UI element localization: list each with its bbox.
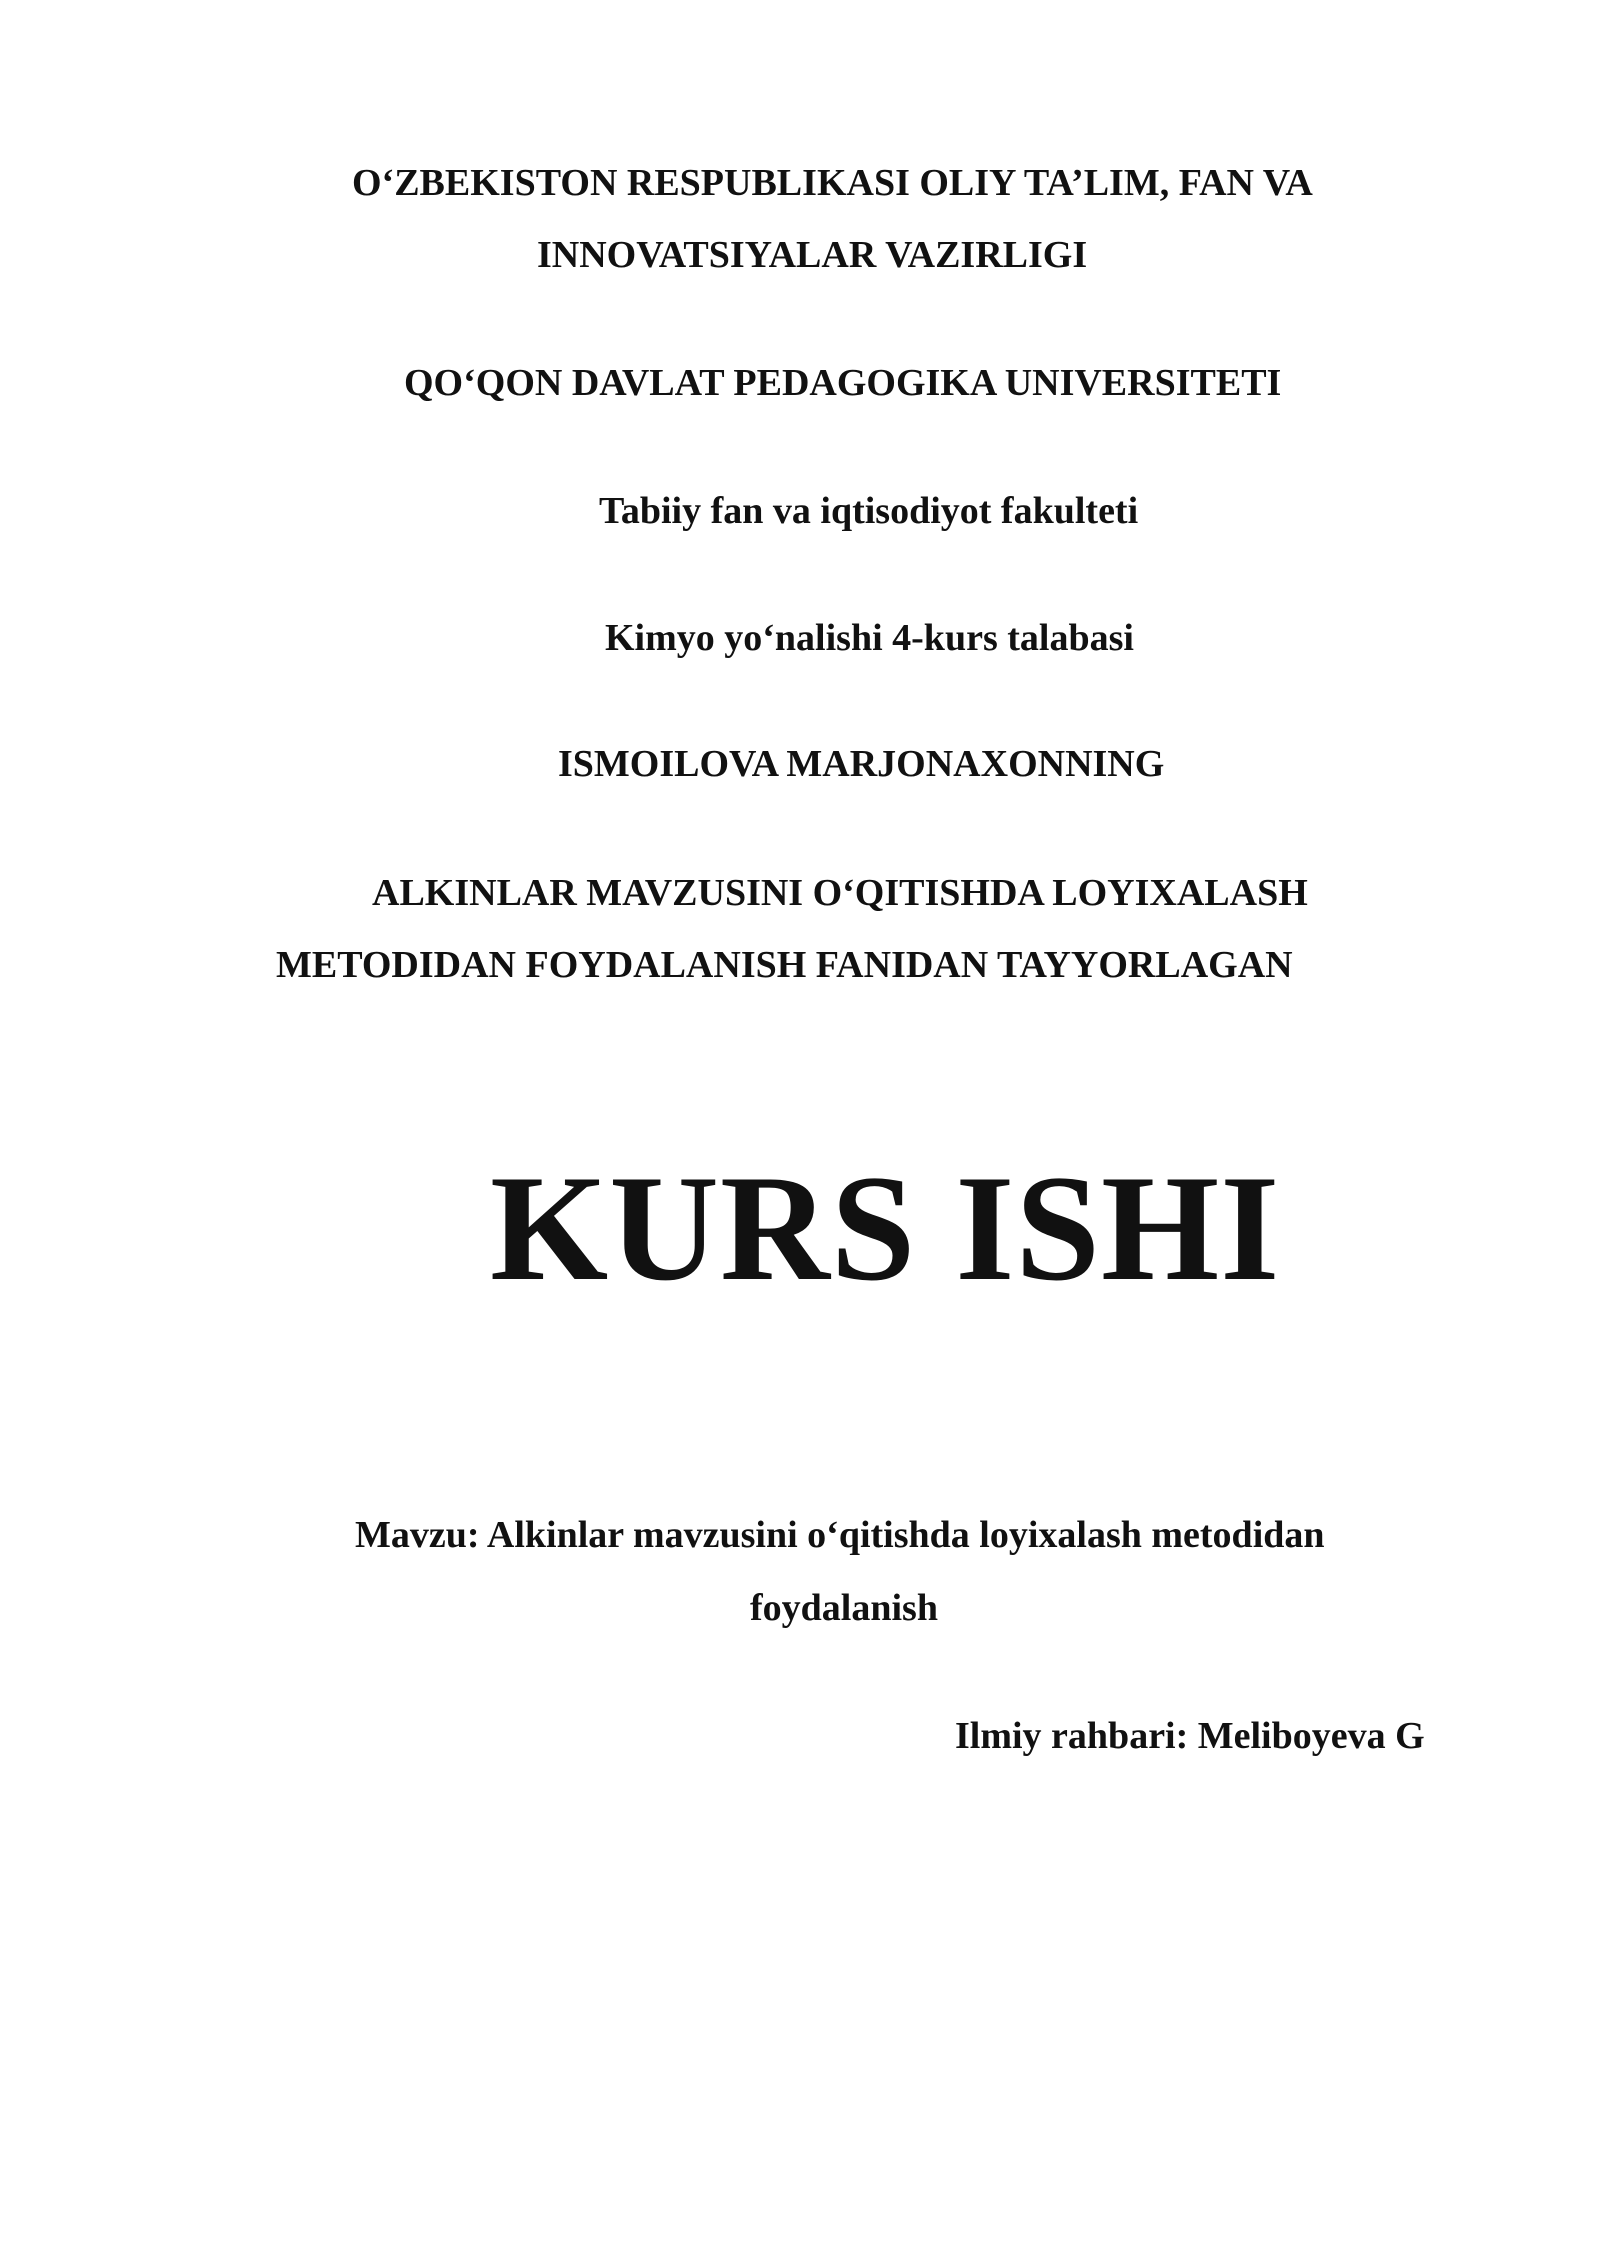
- ministry-line-2: INNOVATSIYALAR VAZIRLIGI: [537, 234, 1088, 276]
- ministry-line-1: O‘ZBEKISTON RESPUBLIKASI OLIY TA’LIM, FAN VA: [352, 162, 1313, 204]
- course-info: Kimyo yo‘nalishi 4-kurs talabasi: [605, 617, 1134, 659]
- university-name: QO‘QON DAVLAT PEDAGOGIKA UNIVERSITETI: [404, 362, 1282, 404]
- topic-line-1: Mavzu: Alkinlar mavzusini o‘qitishda loyixalash metodidan: [355, 1514, 1325, 1556]
- document-type-title: KURS ISHI: [490, 1144, 1281, 1312]
- subject-line-2: METODIDAN FOYDALANISH FANIDAN TAYYORLAGAN: [276, 944, 1293, 986]
- topic-line-2: foydalanish: [750, 1587, 938, 1629]
- supervisor-info: Ilmiy rahbari: Meliboyeva G: [955, 1715, 1425, 1757]
- student-name: ISMOILOVA MARJONAXONNING: [558, 743, 1165, 785]
- faculty-name: Tabiiy fan va iqtisodiyot fakulteti: [599, 490, 1139, 532]
- subject-line-1: ALKINLAR MAVZUSINI O‘QITISHDA LOYIXALASH: [372, 872, 1308, 914]
